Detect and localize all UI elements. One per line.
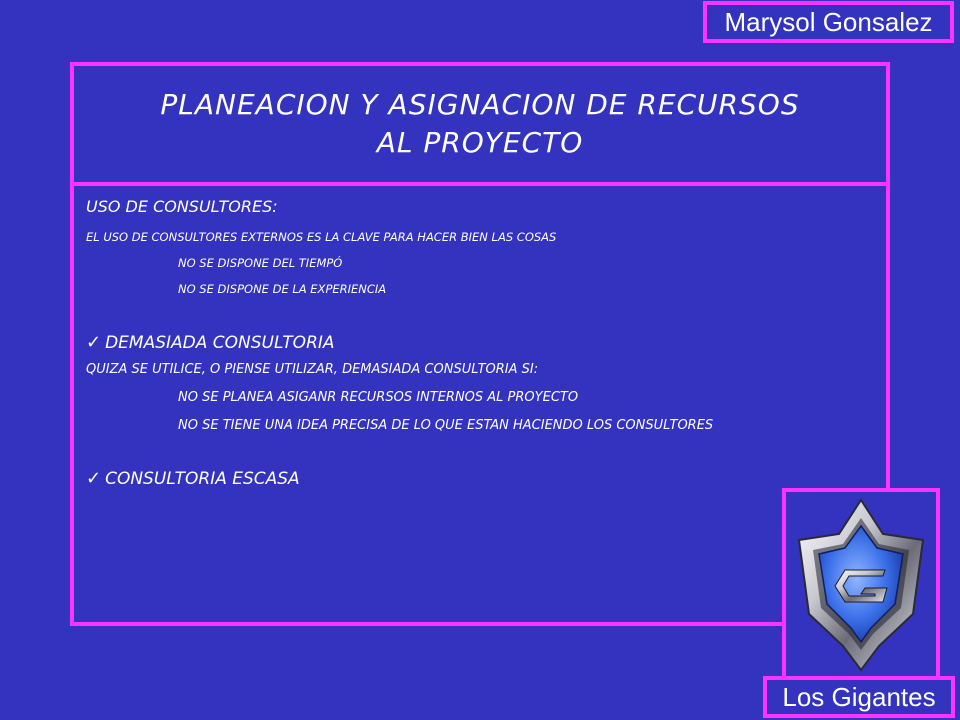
bullet-sub-item: NO SE TIENE UNA IDEA PRECISA DE LO QUE ESTAN HACIENDO LOS CONSULTORES bbox=[178, 418, 714, 433]
team-name: Los Gigantes bbox=[782, 682, 936, 712]
title-box bbox=[70, 62, 890, 186]
slide-title-line-2: AL PROYECTO bbox=[376, 126, 584, 159]
bullet-demasiada-consultoria bbox=[86, 330, 874, 356]
reason-item: NO SE DISPONE DEL TIEMPÓ bbox=[178, 256, 343, 270]
intro-text: EL USO DE CONSULTORES EXTERNOS ES LA CLAVE PARA HACER BIEN LAS COSAS bbox=[86, 230, 557, 244]
check-icon: ✓ bbox=[86, 332, 102, 353]
bullet-intro-text: QUIZA SE UTILICE, O PIENSE UTILIZAR, DEMASIADA CONSULTORIA SI: bbox=[86, 362, 539, 377]
author-name-box bbox=[703, 1, 954, 43]
shield-logo-icon bbox=[791, 496, 931, 674]
author-name: Marysol Gonsalez bbox=[724, 7, 933, 37]
slide-title-line-1: PLANEACION Y ASIGNACION DE RECURSOS bbox=[160, 88, 800, 121]
section-heading: USO DE CONSULTORES: bbox=[86, 197, 278, 216]
bullet-consultoria-escasa bbox=[86, 466, 874, 492]
bullet-sub-item: NO SE PLANEA ASIGANR RECURSOS INTERNOS AL PROYECTO bbox=[178, 390, 579, 405]
logo-box bbox=[782, 488, 940, 682]
slide-title bbox=[150, 86, 809, 162]
bullet-label: CONSULTORIA ESCASA bbox=[105, 469, 300, 489]
reason-item: NO SE DISPONE DE LA EXPERIENCIA bbox=[178, 282, 387, 296]
bullet-label: DEMASIADA CONSULTORIA bbox=[105, 333, 335, 353]
content-box bbox=[70, 182, 890, 626]
check-icon: ✓ bbox=[86, 468, 102, 489]
team-name-box bbox=[763, 676, 955, 718]
